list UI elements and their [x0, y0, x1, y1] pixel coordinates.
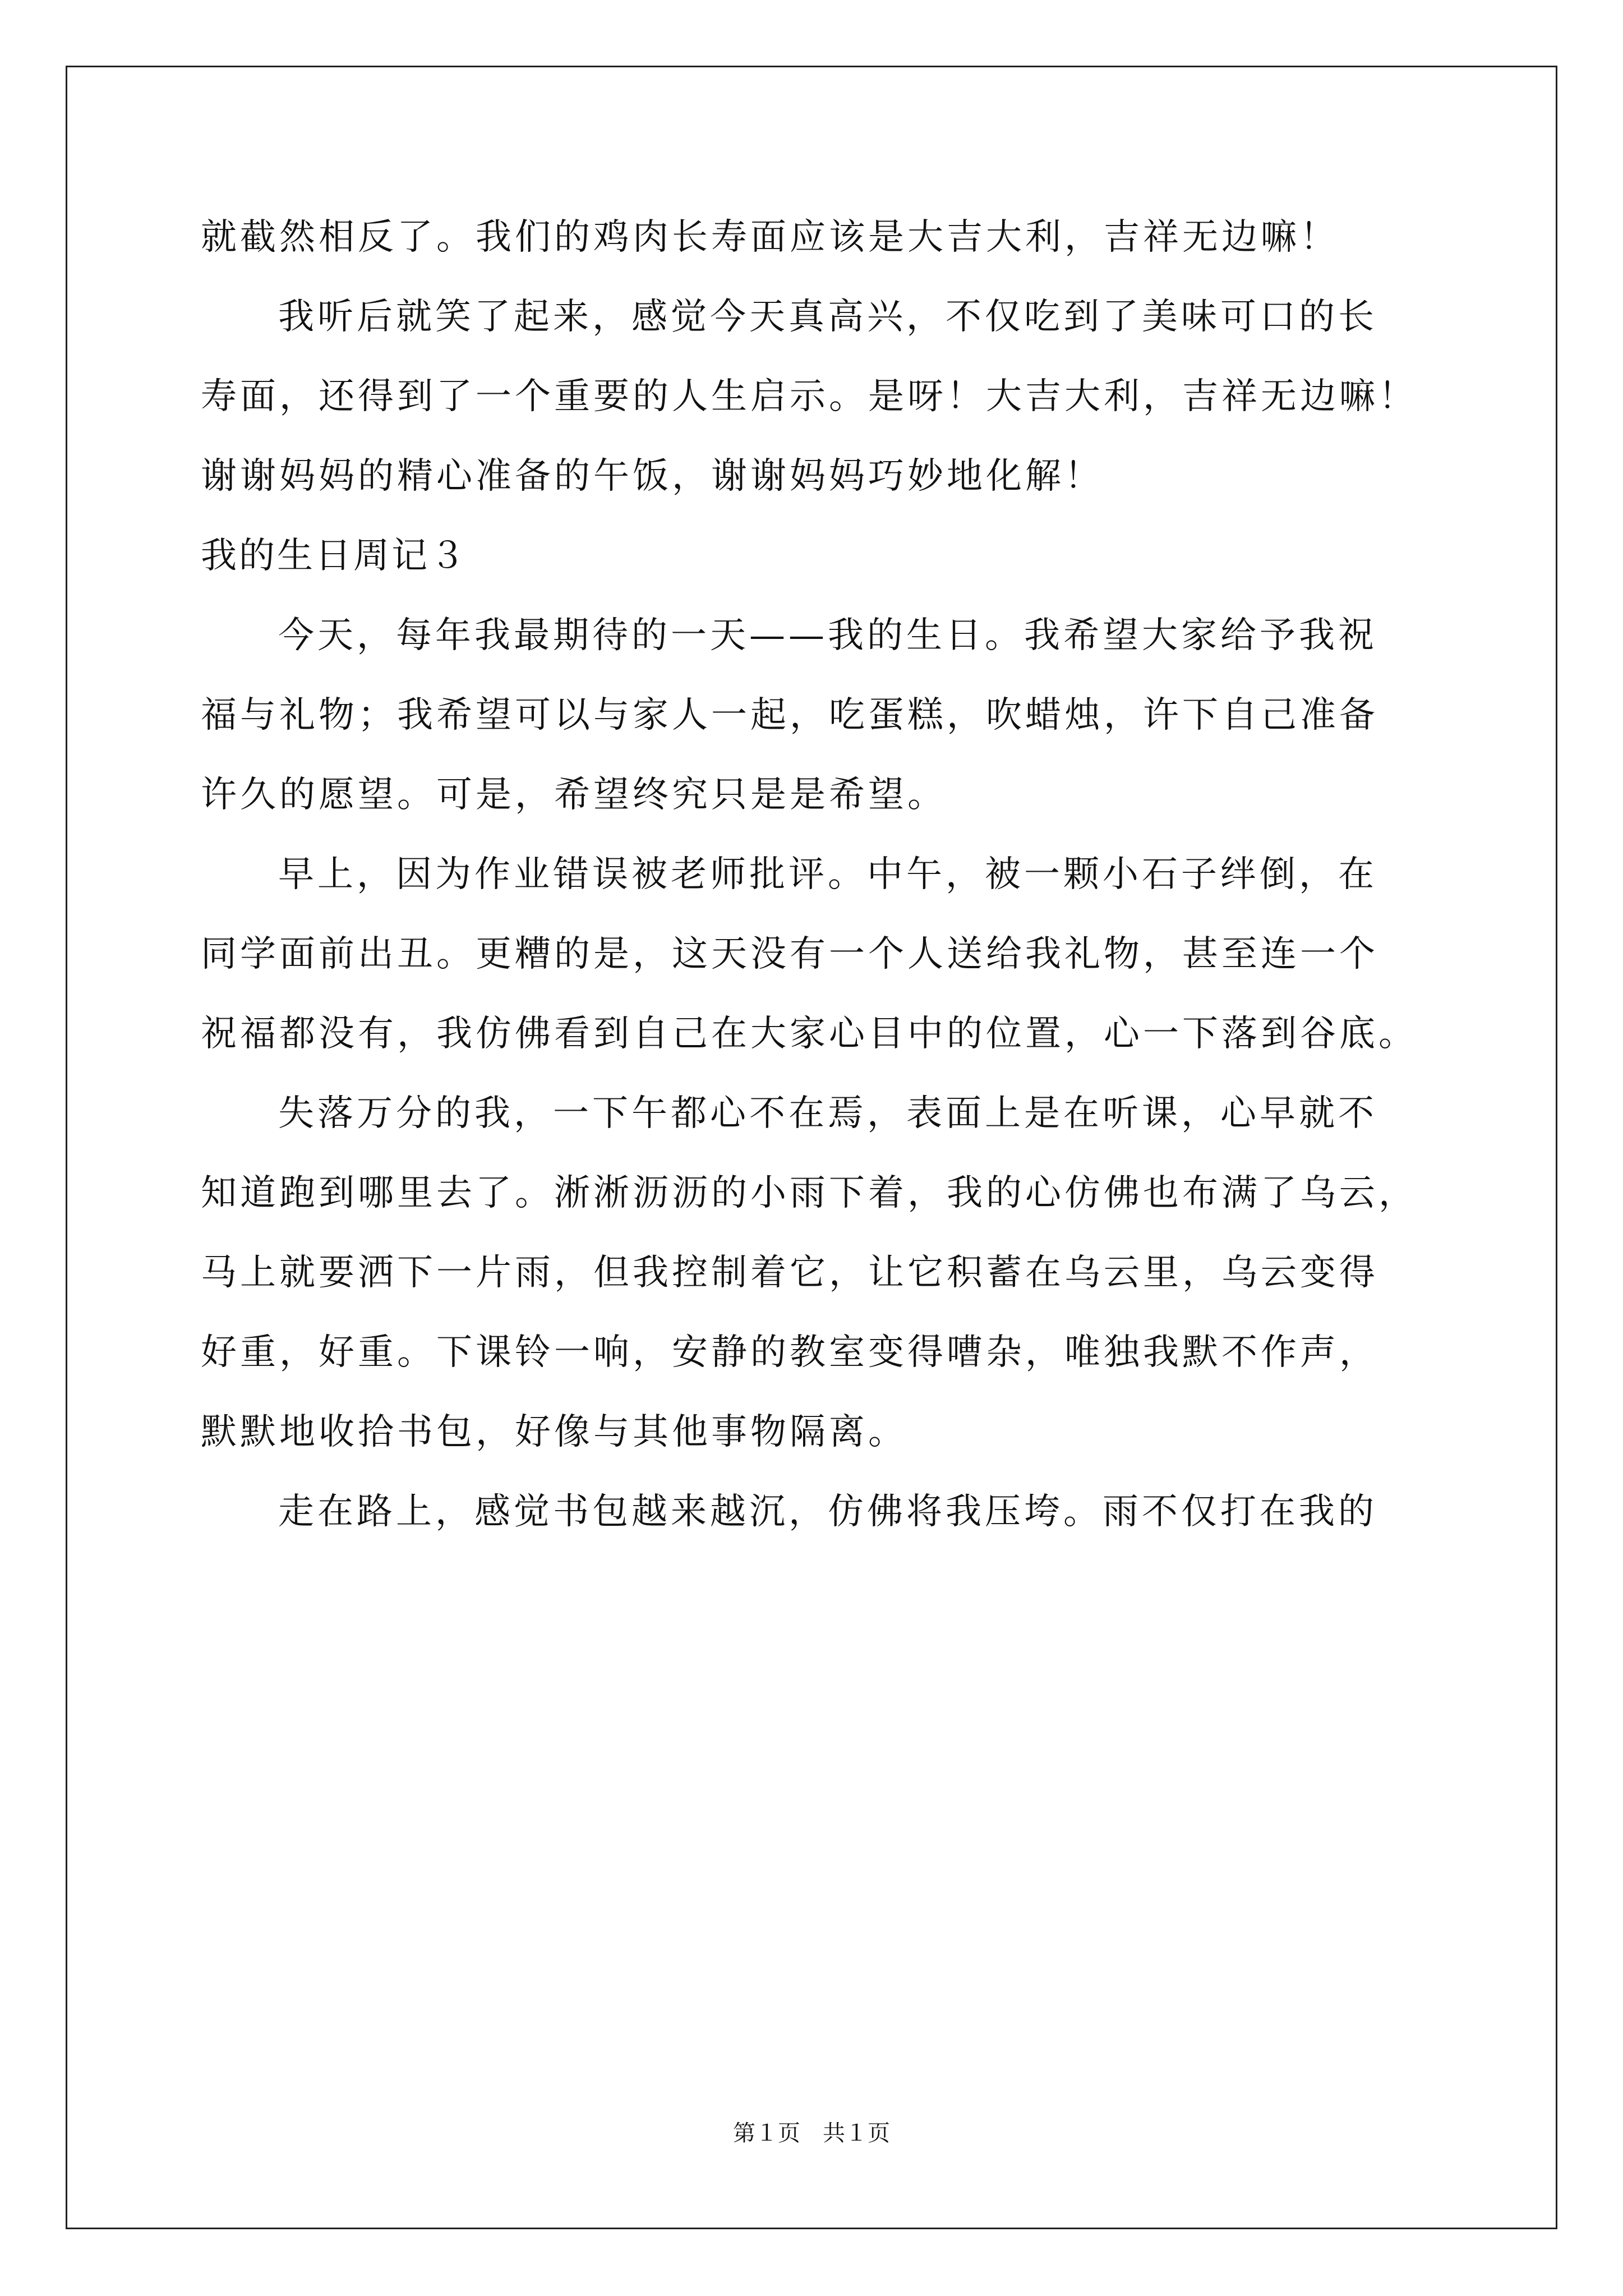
section-line-1: 今天，每年我最期待的一天——我的生日。我希望大家给予我祝 — [278, 615, 1377, 656]
section-line-9: 马上就要洒下一片雨，但我控制着它，让它积蓄在乌云里，乌云变得 — [201, 1252, 1378, 1294]
document-body — [201, 197, 1446, 1552]
page-total: 共１页 — [823, 2120, 890, 2146]
section-line-4: 早上，因为作业错误被老师批评。中午，被一颗小石子绊倒，在 — [278, 854, 1377, 895]
text-line-2: 我听后就笑了起来，感觉今天真高兴，不仅吃到了美味可口的长 — [278, 296, 1377, 338]
page-footer — [0, 2119, 1623, 2147]
text-line-4: 谢谢妈妈的精心准备的午饭，谢谢妈妈巧妙地化解！ — [201, 455, 1104, 497]
section-line-11: 默默地收拾书包，好像与其他事物隔离。 — [201, 1411, 907, 1453]
section-line-6: 祝福都没有，我仿佛看到自己在大家心目中的位置，心一下落到谷底。 — [201, 1013, 1418, 1055]
page-number: 第１页 — [733, 2120, 800, 2146]
section-line-8: 知道跑到哪里去了。淅淅沥沥的小雨下着，我的心仿佛也布满了乌云， — [201, 1172, 1418, 1214]
section-line-10: 好重，好重。下课铃一响，安静的教室变得嘈杂，唯独我默不作声， — [201, 1332, 1378, 1373]
section-line-5: 同学面前出丑。更糟的是，这天没有一个人送给我礼物，甚至连一个 — [201, 933, 1378, 975]
section-line-2: 福与礼物；我希望可以与家人一起，吃蛋糕，吹蜡烛，许下自己准备 — [201, 694, 1378, 736]
section-line-12: 走在路上，感觉书包越来越沉，仿佛将我压垮。雨不仅打在我的 — [278, 1491, 1377, 1533]
section-title: 我的生日周记３ — [201, 535, 468, 577]
section-line-3: 许久的愿望。可是，希望终究只是是希望。 — [201, 774, 947, 816]
text-line-1: 就截然相反了。我们的鸡肉长寿面应该是大吉大利，吉祥无边嘛！ — [201, 217, 1339, 258]
text-line-3: 寿面，还得到了一个重要的人生启示。是呀！大吉大利，吉祥无边嘛！ — [201, 376, 1418, 417]
section-line-7: 失落万分的我，一下午都心不在焉，表面上是在听课，心早就不 — [278, 1093, 1377, 1134]
